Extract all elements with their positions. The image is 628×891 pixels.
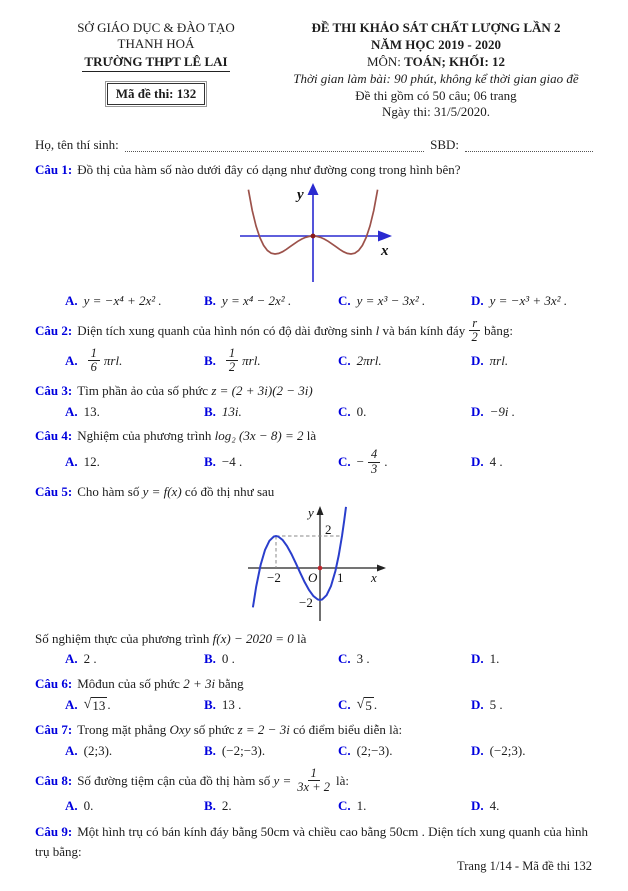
question-1-text: Đồ thị của hàm số nào dưới đây có dạng như đường cong trong hình bên? — [77, 162, 461, 178]
question-4: Câu 4: Nghiệm của phương trình log₂ (3x − 8) = 2 là A. 12. B. −4 . C. − $\frac{4}{3}$ . D. 4 . — [35, 427, 595, 475]
question-3-text: Tìm phần ảo của số phức — [77, 382, 209, 398]
subject-line — [277, 54, 595, 71]
question-9 — [35, 822, 595, 861]
question-6-text: Môđun của số phức — [77, 676, 180, 692]
header-right-block — [277, 20, 595, 121]
option-a: A. 2 . — [65, 651, 97, 667]
fig2-origin-label: O — [308, 569, 318, 585]
question-9-label: Câu 9: — [35, 824, 73, 840]
cubic-curve — [253, 506, 346, 607]
origin-dot — [318, 565, 323, 570]
option-d: D. y = −x³ + 3x² . — [471, 293, 568, 309]
question-3 — [35, 382, 595, 421]
exam-title: ĐỀ THI KHẢO SÁT CHẤT LƯỢNG LẦN 2 — [311, 20, 561, 35]
question-5-label: Câu 5: — [35, 483, 73, 499]
question-3-math: z = (2 + 3i)(2 − 3i) — [211, 382, 313, 398]
duration-line: Thời gian làm bài: 90 phút, không kể thời gian giao đề — [293, 70, 579, 86]
fig2-x-label: x — [371, 569, 377, 585]
question-7: Câu 7: Trong mặt phẳng Oxy số phức z = 2 − 3i có điểm biểu diễn là: A. (2;3). B. (−2;−3). C. (2;−3). D. (−2;3). — [35, 721, 595, 760]
question-5-intro: Cho hàm số — [77, 483, 140, 499]
option-d: D. (−2;3). — [471, 743, 526, 759]
question-6-label: Câu 6: — [35, 676, 73, 692]
province-line: THANH HOÁ — [117, 36, 195, 52]
question-7-options — [35, 742, 595, 760]
option-c: C. (2;−3). — [338, 743, 393, 759]
header-left-block — [35, 20, 277, 121]
question-2: Câu 2: Diện tích xung quanh của hình nón có độ dài đường sinh l và bán kính đáy $\frac{r}{2}$ bằng: A. $\frac{1}{6}$ πrl. B. $\frac{1}{2}$ πrl. C. 2πrl. D. πrl. — [35, 317, 595, 375]
x-axis-arrow-icon — [377, 564, 386, 571]
option-d: D. 1. — [471, 651, 500, 667]
question-2-label: Câu 2: — [35, 322, 73, 338]
fig2-x-tick-neg2: −2 — [267, 569, 281, 585]
option-a: A. 13. — [65, 403, 100, 419]
question-7-text: Trong mặt phẳng — [77, 722, 167, 738]
student-name-label: Họ, tên thí sinh: — [35, 137, 119, 153]
option-c: C. y = x³ − 3x² . — [338, 293, 426, 309]
option-d: D. 4. — [471, 798, 500, 814]
quartic-curve-graph — [226, 181, 404, 284]
option-a: A. $\frac{1}{6}$ πrl. — [65, 346, 123, 375]
option-a: A. (2;3). — [65, 743, 113, 759]
page-footer: Trang 1/14 - Mã đề thi 132 — [457, 858, 592, 873]
pages-info-line: Đề thi gồm có 50 câu; 06 trang — [355, 87, 517, 103]
question-4-label: Câu 4: — [35, 428, 73, 444]
subject-label: MÔN: — [366, 53, 401, 69]
question-6: Câu 6: Môđun của số phức 2 + 3i bằng A. √ 13 . B. 13 . C. √ 5 . D. 5 . — [35, 675, 595, 714]
department-line: SỞ GIÁO DỤC & ĐÀO TẠO — [77, 20, 235, 35]
option-c: C. √ 5 . — [338, 696, 378, 713]
option-b: B. 13 . — [204, 697, 242, 713]
y-axis-arrow-icon — [308, 183, 319, 195]
cubic-curve-graph — [240, 503, 390, 625]
fig2-y-label: y — [308, 504, 314, 520]
question-7-label: Câu 7: — [35, 722, 73, 738]
option-d: D. 5 . — [471, 697, 503, 713]
option-d: D. 4 . — [471, 454, 503, 470]
option-c: C. − $\frac{4}{3}$ . — [338, 447, 388, 476]
option-a: A. 0. — [65, 798, 94, 814]
student-name-blank — [125, 137, 424, 152]
question-1-options — [35, 292, 595, 310]
option-b: B. (−2;−3). — [204, 743, 266, 759]
question-5-figure — [35, 503, 595, 630]
function-fraction: $\frac{1}{3x + 2}$ — [297, 766, 330, 795]
sbd-label: SBD: — [430, 137, 459, 153]
x-axis-arrow-icon — [378, 231, 392, 242]
option-c: C. 0. — [338, 403, 367, 419]
option-a: A. 12. — [65, 454, 100, 470]
option-b: B. y = x⁴ − 2x² . — [204, 293, 292, 309]
fig2-y-tick-neg2: −2 — [299, 594, 313, 610]
exam-date-line: Ngày thi: 31/5/2020. — [382, 104, 490, 120]
school-year: NĂM HỌC 2019 - 2020 — [371, 36, 501, 52]
question-3-options — [35, 403, 595, 421]
question-2-text: Diện tích xung quanh của hình nón có độ dài đường sinh — [77, 322, 373, 338]
subject-value: TOÁN; KHỐI: 12 — [404, 53, 506, 69]
option-a: A. y = −x⁴ + 2x² . — [65, 293, 162, 309]
question-1-figure — [35, 181, 595, 289]
option-c: C. 2πrl. — [338, 353, 382, 368]
question-4-text: Nghiệm của phương trình — [77, 428, 212, 444]
option-d: D. −9i . — [471, 403, 516, 419]
question-5-options — [35, 650, 595, 668]
option-c: C. 1. — [338, 798, 367, 814]
school-name: TRƯỜNG THPT LÊ LAI — [82, 54, 229, 73]
option-b: B. 0 . — [204, 651, 235, 667]
fig1-y-label: y — [297, 187, 304, 204]
question-5-after-text: Số nghiệm thực của phương trình — [35, 630, 210, 646]
exam-header — [35, 20, 595, 121]
option-c: C. 3 . — [338, 651, 370, 667]
question-8: Câu 8: Số đường tiệm cận của đồ thị hàm số y = $\frac{1}{3x + 2}$ là: A. 0. B. 2. C. 1. D. 4. — [35, 767, 595, 815]
question-4-math: log₂ (3x − 8) = 2 — [214, 428, 304, 444]
question-3-label: Câu 3: — [35, 382, 73, 398]
option-b: B. 2. — [204, 798, 232, 814]
question-8-options — [35, 797, 595, 815]
question-1 — [35, 161, 595, 310]
fig1-x-label: x — [381, 243, 389, 260]
option-b: B. 13i. — [204, 403, 242, 419]
sbd-blank — [465, 137, 593, 152]
question-9-text: Một hình trụ có bán kính đáy bằng 50cm và chiều cao bằng 50cm . Diện tích xung quanh của hình trụ bằng: — [35, 824, 589, 859]
question-2-options — [35, 347, 595, 374]
fig2-x-tick-1: 1 — [337, 569, 344, 585]
question-5: Câu 5: Cho hàm số y = f(x) có đồ thị như sau y 2 −2 O 1 x −2 Số nghiệm thực của phương trình f(x) − 2020 = 0 là A. 2 . B. 0 . C. 3 . D. 1. — [35, 483, 595, 669]
student-info-line — [35, 136, 595, 154]
question-6-options — [35, 696, 595, 714]
option-d: D. πrl. — [471, 353, 509, 368]
question-8-text: Số đường tiệm cận của đồ thị hàm số — [77, 772, 271, 788]
radius-fraction: $\frac{r}{2}$ — [469, 317, 480, 344]
fig2-y-tick-2: 2 — [325, 521, 332, 537]
option-a: A. √ 13 . — [65, 696, 111, 713]
question-4-options — [35, 448, 595, 475]
question-8-label: Câu 8: — [35, 772, 73, 788]
exam-code-box: Mã đề thi: 132 — [107, 83, 206, 105]
y-axis-arrow-icon — [317, 506, 324, 515]
origin-dot — [311, 234, 316, 239]
question-1-label: Câu 1: — [35, 162, 73, 178]
option-b: B. −4 . — [204, 454, 243, 470]
option-b: B. $\frac{1}{2}$ πrl. — [204, 346, 261, 375]
